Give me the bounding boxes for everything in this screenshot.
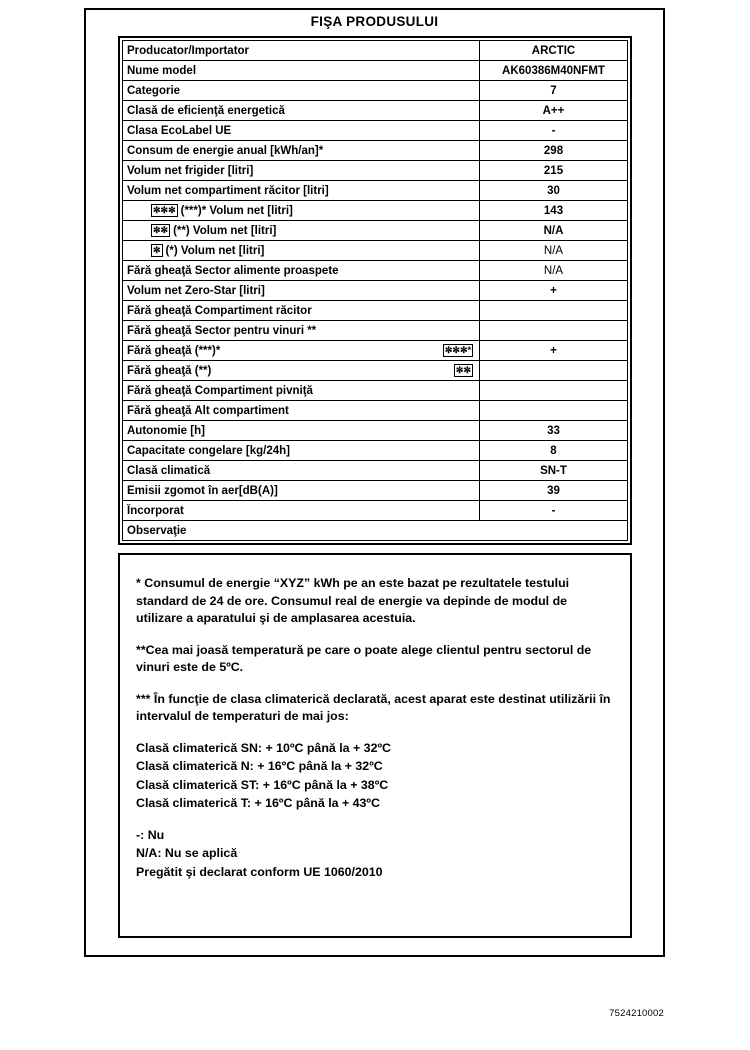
spec-label <box>123 241 480 261</box>
spec-label-text: Producator/Importator <box>127 44 250 57</box>
page-title: FIŞA PRODUSULUI <box>310 14 439 29</box>
spec-label-text: Clasă de eficienţă energetică <box>127 104 285 117</box>
spec-value: - <box>480 121 628 141</box>
spec-label-text: Clasa EcoLabel UE <box>127 124 232 137</box>
star-rating-icon: ✼✼ <box>455 364 471 375</box>
product-spec-table-body <box>123 41 628 541</box>
spec-label <box>123 361 480 381</box>
star-rating-icon: ✼ <box>153 244 161 255</box>
notes-box <box>118 553 632 938</box>
table-row <box>123 221 628 241</box>
table-row <box>123 341 628 361</box>
note-energy: * Consumul de energie “XYZ” kWh pe an este bazat pe rezultatele testului standard de 24 de ore. Consumul real de energie va depinde de modul de utilizare a aparatului şi de amplasarea acestuia. <box>136 576 570 625</box>
spec-label <box>123 161 480 181</box>
spec-value: 7 <box>480 81 628 101</box>
spec-label <box>123 41 480 61</box>
spec-label <box>123 61 480 81</box>
spec-label <box>123 381 480 401</box>
table-row <box>123 381 628 401</box>
spec-label-text: Clasă climatică <box>127 464 211 477</box>
table-row <box>123 61 628 81</box>
spec-value: SN-T <box>480 461 628 481</box>
spec-label-text: Fără gheaţă Sector alimente proaspete <box>127 264 339 277</box>
table-row <box>123 401 628 421</box>
spec-value: - <box>480 501 628 521</box>
spec-label <box>123 221 480 241</box>
climate-line-sn: Clasă climaterică SN: + 10ºC până la + 32ºC <box>136 740 391 755</box>
table-row <box>123 141 628 161</box>
spec-label <box>123 81 480 101</box>
spec-value: + <box>480 281 628 301</box>
table-row <box>123 161 628 181</box>
spec-value: 30 <box>480 181 628 201</box>
spec-value: N/A <box>480 261 628 281</box>
star-rating-icon: ✼✼✼ <box>153 204 176 215</box>
spec-label-text: Fără gheaţă (***)* <box>127 344 221 357</box>
note-climate-intro: *** În funcţie de clasa climaterică declarată, acest aparat este destinat utilizării în intervalul de temperaturi de mai jos: <box>136 691 611 723</box>
spec-label-text: Fără gheaţă Compartiment răcitor <box>127 304 312 317</box>
table-row <box>123 461 628 481</box>
spec-label-text: Capacitate congelare [kg/24h] <box>127 444 290 457</box>
spec-label <box>123 481 480 501</box>
spec-label <box>123 281 480 301</box>
spec-label-text: Fără gheaţă Compartiment pivniţă <box>127 384 313 397</box>
spec-value: AK60386M40NFMT <box>480 61 628 81</box>
spec-value <box>480 321 628 341</box>
spec-label-text: (**) Volum net [litri] <box>173 224 277 237</box>
spec-value: 143 <box>480 201 628 221</box>
spec-label-text: Consum de energie anual [kWh/an]* <box>127 144 324 157</box>
table-row <box>123 421 628 441</box>
spec-label-text: Fără gheaţă Sector pentru vinuri ** <box>127 324 317 337</box>
spec-label-text: Categorie <box>127 84 181 97</box>
spec-label <box>123 181 480 201</box>
table-row <box>123 301 628 321</box>
climate-line-t: Clasă climaterică T: + 16ºC până la + 43ºC <box>136 796 380 810</box>
spec-label <box>123 401 480 421</box>
spec-label <box>123 301 480 321</box>
spec-label-text: Nume model <box>127 64 197 77</box>
climate-line-n: Clasă climaterică N: + 16ºC până la + 32ºC <box>136 759 383 773</box>
table-row <box>123 441 628 461</box>
spec-label <box>123 461 480 481</box>
star-rating-icon: ✼✼ <box>153 224 169 235</box>
table-row <box>123 241 628 261</box>
spec-label <box>123 441 480 461</box>
legend-dash: -: Nu <box>136 827 165 842</box>
table-row <box>123 321 628 341</box>
spec-label-text: Volum net frigider [litri] <box>127 164 254 177</box>
star-rating-icon: ✼✼✼* <box>444 344 471 355</box>
spec-value: ARCTIC <box>480 41 628 61</box>
spec-value <box>480 381 628 401</box>
spec-label <box>123 261 480 281</box>
table-row <box>123 121 628 141</box>
table-row <box>123 501 628 521</box>
table-row <box>123 261 628 281</box>
table-row <box>123 361 628 381</box>
spec-label-text: Fără gheaţă (**) <box>127 364 212 377</box>
table-row <box>123 181 628 201</box>
spec-label-text: Autonomie [h] <box>127 424 205 437</box>
spec-label-text: (***)* Volum net [litri] <box>180 204 293 217</box>
table-row <box>123 481 628 501</box>
notes-content <box>120 555 630 892</box>
spec-label <box>123 101 480 121</box>
table-row <box>123 41 628 61</box>
spec-value <box>480 361 628 381</box>
spec-label <box>123 321 480 341</box>
spec-label <box>123 341 480 361</box>
legend-na: N/A: Nu se aplică <box>136 846 238 860</box>
spec-label <box>123 201 480 221</box>
spec-label <box>123 521 628 541</box>
spec-value: + <box>480 341 628 361</box>
spec-label-text: Încorporat <box>127 504 184 517</box>
document-code: 7524210002 <box>609 1008 664 1019</box>
spec-label <box>123 121 480 141</box>
table-row <box>123 101 628 121</box>
spec-value <box>480 401 628 421</box>
spec-value: 39 <box>480 481 628 501</box>
table-row <box>123 281 628 301</box>
spec-value: N/A <box>480 241 628 261</box>
table-row <box>123 521 628 541</box>
spec-value: A++ <box>480 101 628 121</box>
table-row <box>123 81 628 101</box>
spec-label-text: (*) Volum net [litri] <box>165 244 265 257</box>
spec-value <box>480 301 628 321</box>
spec-value: 215 <box>480 161 628 181</box>
legend-conformity: Pregătit şi declarat conform UE 1060/2010 <box>136 864 383 879</box>
spec-value: 33 <box>480 421 628 441</box>
spec-label-text: Fără gheaţă Alt compartiment <box>127 404 289 417</box>
spec-label-text: Volum net compartiment răcitor [litri] <box>127 184 329 197</box>
spec-label <box>123 141 480 161</box>
climate-line-st: Clasă climaterică ST: + 16ºC până la + 38ºC <box>136 777 389 792</box>
note-wine: **Cea mai joasă temperatură pe care o poate alege clientul pentru sectorul de vinuri este de 5ºC. <box>136 642 592 674</box>
spec-label-text: Emisii zgomot în aer[dB(A)] <box>127 484 278 497</box>
spec-label-text: Volum net Zero-Star [litri] <box>127 284 265 297</box>
spec-value: 298 <box>480 141 628 161</box>
product-spec-table-container <box>118 36 632 545</box>
spec-value: 8 <box>480 441 628 461</box>
spec-value: N/A <box>480 221 628 241</box>
table-row <box>123 201 628 221</box>
product-spec-table <box>122 40 628 541</box>
spec-label-text: Observaţie <box>127 524 187 537</box>
spec-label <box>123 421 480 441</box>
spec-label <box>123 501 480 521</box>
